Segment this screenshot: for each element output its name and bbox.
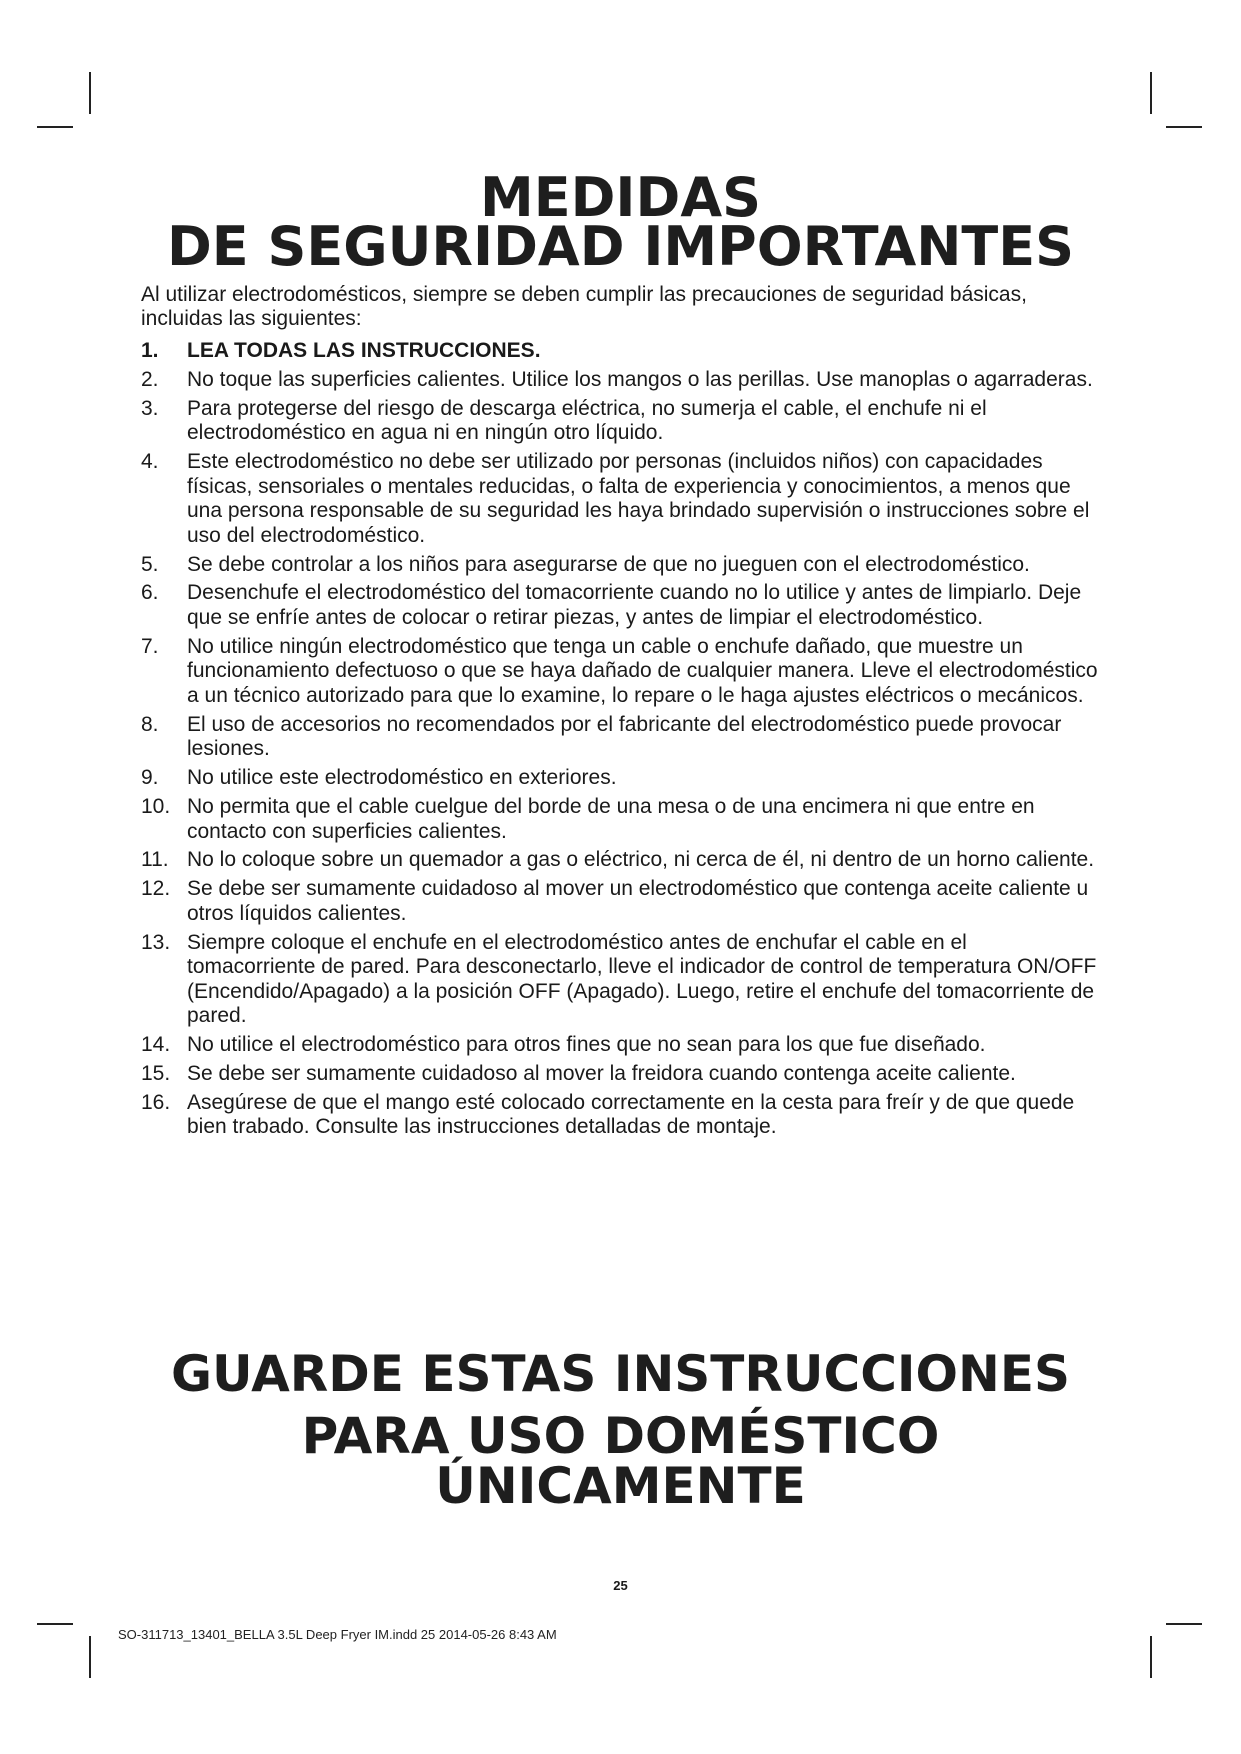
- list-item-text: Se debe controlar a los niños para asegurarse de que no jueguen con el electrodoméstico.: [187, 552, 1030, 576]
- list-item-text: No permita que el cable cuelgue del borde de una mesa o de una encimera ni que entre en contacto con superficies calientes.: [187, 795, 1035, 843]
- list-item-text: No toque las superficies calientes. Utilice los mangos o las perillas. Use manoplas o agarraderas.: [187, 367, 1093, 391]
- list-item-number: 13.: [141, 930, 171, 954]
- list-item-text: El uso de accesorios no recomendados por el fabricante del electrodoméstico puede provocar lesiones.: [187, 712, 1062, 761]
- list-item-number: 4.: [141, 450, 159, 474]
- crop-mark-top-right-horizontal: [1166, 126, 1202, 128]
- list-item-text: No utilice el electrodoméstico para otros fines que no sean para los que fue diseñado.: [187, 1033, 986, 1057]
- crop-mark-top-right-vertical: [1150, 72, 1152, 114]
- list-item-text: No lo coloque sobre un quemador a gas o eléctrico, ni cerca de él, ni dentro de un horno caliente.: [187, 848, 1095, 872]
- list-item-number: 3.: [141, 396, 159, 420]
- crop-mark-top-left-horizontal: [37, 126, 73, 128]
- list-item: [141, 368, 1101, 393]
- safety-instructions-list: [141, 339, 1101, 1144]
- list-item-number: 10.: [141, 795, 171, 819]
- list-item-text: Este electrodoméstico no debe ser utilizado por personas (incluidos niños) con capacidades físicas, sensoriales o mentales reducidas, o falta de experiencia y conocimientos, a menos que una persona responsable de su seguridad les haya brindado supervisión o instrucciones sobre el uso del electrodoméstico.: [187, 450, 1090, 547]
- crop-mark-bottom-right-horizontal: [1166, 1623, 1202, 1625]
- list-item: [141, 877, 1101, 926]
- list-item-text: Desenchufe el electrodoméstico del tomacorriente cuando no lo utilice y antes de limpiarlo. Deje que se enfríe antes de colocar o retirar piezas, y antes de limpiar el electrodoméstico.: [187, 581, 1082, 629]
- list-item: [141, 713, 1101, 762]
- list-item-number: 14.: [141, 1033, 171, 1057]
- page-title-line-1: MEDIDAS: [479, 166, 762, 229]
- list-item-number: 9.: [141, 766, 159, 790]
- list-item-number: 7.: [141, 634, 159, 658]
- list-item: [141, 795, 1101, 844]
- save-instructions-heading: GUARDE ESTAS INSTRUCCIONES: [170, 1345, 1071, 1403]
- list-item-number: 8.: [141, 712, 159, 736]
- list-item-text: Siempre coloque el enchufe en el electrodoméstico antes de enchufar el cable en el tomacorriente de pared. Para desconectarlo, lleve el indicador de control de temperatura ON/OFF (Encendido/Apagado) a la posición OFF (Apagado). Luego, retire el enchufe del tomacorriente de pared.: [187, 930, 1097, 1028]
- list-item: [141, 635, 1101, 709]
- list-item: [141, 1091, 1101, 1140]
- intro-paragraph: Al utilizar electrodomésticos, siempre se deben cumplir las precauciones de seguridad básicas, incluidas las siguientes:: [141, 283, 1027, 330]
- crop-mark-bottom-left-horizontal: [37, 1623, 73, 1625]
- household-use-heading: PARA USO DOMÉSTICO: [301, 1407, 940, 1465]
- crop-mark-bottom-left-vertical: [89, 1636, 91, 1678]
- page-number: 25: [613, 1578, 628, 1593]
- list-item-number: 6.: [141, 581, 159, 605]
- list-item: [141, 1033, 1101, 1058]
- list-item-number: 15.: [141, 1061, 171, 1085]
- list-item: [141, 450, 1101, 548]
- list-item-number: 16.: [141, 1090, 171, 1114]
- list-item: [141, 553, 1101, 578]
- list-item-text: Se debe ser sumamente cuidadoso al mover un electrodoméstico que contenga aceite caliente u otros líquidos calientes.: [187, 877, 1089, 925]
- list-item-text: Para protegerse del riesgo de descarga eléctrica, no sumerja el cable, el enchufe ni el electrodoméstico en agua ni en ningún otro líquido.: [187, 396, 987, 445]
- only-heading: ÚNICAMENTE: [435, 1457, 806, 1515]
- list-item-number: 11.: [141, 848, 169, 872]
- crop-mark-bottom-right-vertical: [1150, 1636, 1152, 1678]
- list-item: [141, 766, 1101, 791]
- list-item: [141, 931, 1101, 1029]
- list-item-text: Asegúrese de que el mango esté colocado correctamente en la cesta para freír y de que quede bien trabado. Consulte las instrucciones detalladas de montaje.: [187, 1090, 1075, 1139]
- list-item: [141, 848, 1101, 873]
- list-item: [141, 339, 1101, 364]
- list-item: [141, 1062, 1101, 1087]
- list-item-number: 1.: [141, 339, 159, 362]
- print-slug-footer: SO-311713_13401_BELLA 3.5L Deep Fryer IM.indd 25 2014-05-26 8:43 AM: [118, 1627, 557, 1642]
- list-item-text: LEA TODAS LAS INSTRUCCIONES.: [187, 339, 541, 362]
- list-item-number: 2.: [141, 367, 159, 391]
- list-item-text: No utilice este electrodoméstico en exteriores.: [187, 766, 617, 790]
- list-item-number: 12.: [141, 877, 171, 901]
- list-item-text: No utilice ningún electrodoméstico que tenga un cable o enchufe dañado, que muestre un funcionamiento defectuoso o que se haya dañado de cualquier manera. Lleve el electrodoméstico a un técnico autorizado para que lo examine, lo repare o le haga ajustes eléctricos o mecánicos.: [187, 634, 1098, 707]
- list-item-text: Se debe ser sumamente cuidadoso al mover la freidora cuando contenga aceite caliente.: [187, 1061, 1016, 1085]
- page-title-line-2: DE SEGURIDAD IMPORTANTES: [166, 215, 1075, 278]
- list-item: [141, 581, 1101, 630]
- list-item-number: 5.: [141, 552, 159, 576]
- crop-mark-top-left-vertical: [89, 72, 91, 114]
- list-item: [141, 397, 1101, 446]
